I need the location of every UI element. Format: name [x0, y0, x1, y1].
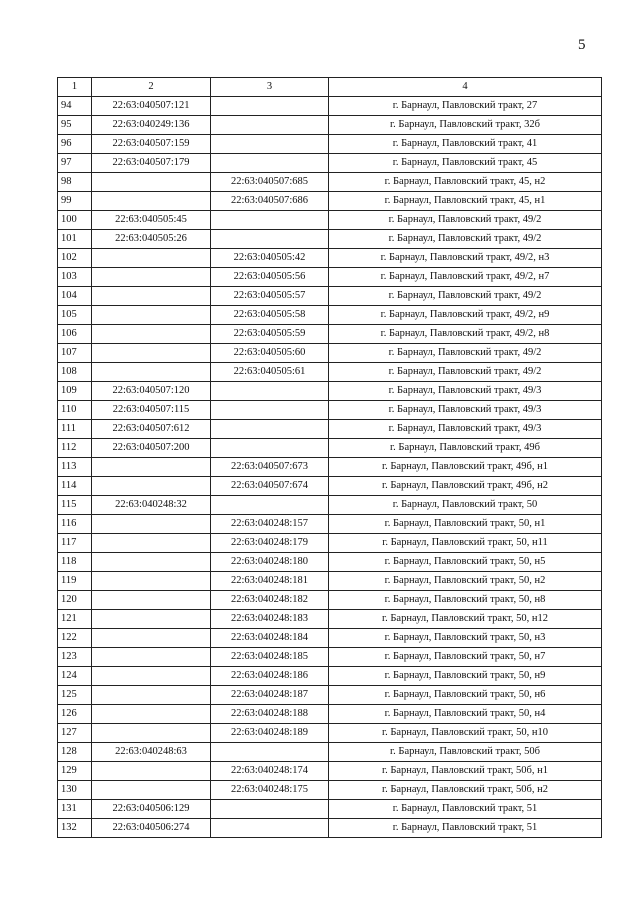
row-number-cell: 113 [58, 458, 92, 477]
address-cell: г. Барнаул, Павловский тракт, 50, н11 [329, 534, 602, 553]
address-cell: г. Барнаул, Павловский тракт, 49/3 [329, 382, 602, 401]
address-cell: г. Барнаул, Павловский тракт, 49б [329, 439, 602, 458]
table-row [58, 724, 602, 743]
building-cadastral-number-cell [211, 116, 329, 135]
building-cadastral-number-cell [211, 97, 329, 116]
table-row [58, 97, 602, 116]
building-cadastral-number-cell: 22:63:040248:189 [211, 724, 329, 743]
row-number-cell: 128 [58, 743, 92, 762]
header-cell-2: 2 [92, 78, 211, 97]
building-cadastral-number-cell: 22:63:040505:59 [211, 325, 329, 344]
row-number-cell: 104 [58, 287, 92, 306]
table-row [58, 230, 602, 249]
row-number-cell: 124 [58, 667, 92, 686]
cadastral-number-cell [92, 724, 211, 743]
cadastral-number-cell: 22:63:040248:63 [92, 743, 211, 762]
table-row [58, 781, 602, 800]
table-row [58, 344, 602, 363]
table-row [58, 420, 602, 439]
address-cell: г. Барнаул, Павловский тракт, 32б [329, 116, 602, 135]
address-cell: г. Барнаул, Павловский тракт, 27 [329, 97, 602, 116]
table-row [58, 287, 602, 306]
table-row [58, 705, 602, 724]
building-cadastral-number-cell: 22:63:040248:187 [211, 686, 329, 705]
table-row [58, 458, 602, 477]
cadastral-number-cell [92, 648, 211, 667]
cadastral-number-cell [92, 192, 211, 211]
row-number-cell: 97 [58, 154, 92, 173]
row-number-cell: 122 [58, 629, 92, 648]
building-cadastral-number-cell [211, 439, 329, 458]
row-number-cell: 125 [58, 686, 92, 705]
building-cadastral-number-cell: 22:63:040505:58 [211, 306, 329, 325]
building-cadastral-number-cell: 22:63:040505:57 [211, 287, 329, 306]
table-row [58, 268, 602, 287]
table-row [58, 553, 602, 572]
table-row [58, 192, 602, 211]
cadastral-number-cell [92, 249, 211, 268]
row-number-cell: 107 [58, 344, 92, 363]
building-cadastral-number-cell: 22:63:040507:685 [211, 173, 329, 192]
cadastral-number-cell [92, 705, 211, 724]
building-cadastral-number-cell [211, 420, 329, 439]
address-cell: г. Барнаул, Павловский тракт, 49б, н1 [329, 458, 602, 477]
cadastral-number-cell: 22:63:040249:136 [92, 116, 211, 135]
address-cell: г. Барнаул, Павловский тракт, 41 [329, 135, 602, 154]
cadastral-number-cell [92, 287, 211, 306]
building-cadastral-number-cell [211, 819, 329, 838]
cadastral-number-cell [92, 458, 211, 477]
building-cadastral-number-cell: 22:63:040248:185 [211, 648, 329, 667]
cadastral-number-cell [92, 781, 211, 800]
cadastral-number-cell: 22:63:040507:120 [92, 382, 211, 401]
address-cell: г. Барнаул, Павловский тракт, 45, н2 [329, 173, 602, 192]
table-row [58, 249, 602, 268]
table-row [58, 325, 602, 344]
table-row [58, 211, 602, 230]
cadastral-number-cell [92, 363, 211, 382]
building-cadastral-number-cell [211, 800, 329, 819]
address-cell: г. Барнаул, Павловский тракт, 50, н10 [329, 724, 602, 743]
building-cadastral-number-cell: 22:63:040248:183 [211, 610, 329, 629]
address-cell: г. Барнаул, Павловский тракт, 49/2, н7 [329, 268, 602, 287]
table-row [58, 439, 602, 458]
address-cell: г. Барнаул, Павловский тракт, 50, н5 [329, 553, 602, 572]
cadastral-number-cell: 22:63:040507:179 [92, 154, 211, 173]
cadastral-number-cell: 22:63:040507:115 [92, 401, 211, 420]
building-cadastral-number-cell: 22:63:040507:674 [211, 477, 329, 496]
table-row [58, 401, 602, 420]
building-cadastral-number-cell: 22:63:040505:61 [211, 363, 329, 382]
address-cell: г. Барнаул, Павловский тракт, 50, н12 [329, 610, 602, 629]
cadastral-number-cell [92, 629, 211, 648]
building-cadastral-number-cell: 22:63:040248:180 [211, 553, 329, 572]
row-number-cell: 111 [58, 420, 92, 439]
row-number-cell: 112 [58, 439, 92, 458]
cadastral-number-cell [92, 610, 211, 629]
cadastral-number-cell: 22:63:040507:612 [92, 420, 211, 439]
building-cadastral-number-cell: 22:63:040505:56 [211, 268, 329, 287]
address-cell: г. Барнаул, Павловский тракт, 49/2 [329, 363, 602, 382]
table-row [58, 686, 602, 705]
building-cadastral-number-cell: 22:63:040248:157 [211, 515, 329, 534]
building-cadastral-number-cell [211, 743, 329, 762]
address-cell: г. Барнаул, Павловский тракт, 50б [329, 743, 602, 762]
cadastral-number-cell [92, 173, 211, 192]
address-cell: г. Барнаул, Павловский тракт, 50, н4 [329, 705, 602, 724]
address-cell: г. Барнаул, Павловский тракт, 45 [329, 154, 602, 173]
cadastral-number-cell [92, 591, 211, 610]
cadastral-number-cell [92, 268, 211, 287]
table-row [58, 477, 602, 496]
address-cell: г. Барнаул, Павловский тракт, 49/2 [329, 230, 602, 249]
row-number-cell: 98 [58, 173, 92, 192]
table-row [58, 800, 602, 819]
building-cadastral-number-cell [211, 135, 329, 154]
building-cadastral-number-cell: 22:63:040248:174 [211, 762, 329, 781]
cadastral-number-cell [92, 344, 211, 363]
table-row [58, 173, 602, 192]
cadastral-number-cell: 22:63:040505:45 [92, 211, 211, 230]
row-number-cell: 99 [58, 192, 92, 211]
row-number-cell: 100 [58, 211, 92, 230]
table-row [58, 154, 602, 173]
row-number-cell: 95 [58, 116, 92, 135]
table-row [58, 363, 602, 382]
address-cell: г. Барнаул, Павловский тракт, 49/3 [329, 401, 602, 420]
building-cadastral-number-cell: 22:63:040248:184 [211, 629, 329, 648]
row-number-cell: 121 [58, 610, 92, 629]
cadastral-number-cell [92, 325, 211, 344]
page-number: 5 [578, 37, 586, 53]
table-row [58, 382, 602, 401]
building-cadastral-number-cell [211, 230, 329, 249]
cadastral-number-cell [92, 686, 211, 705]
row-number-cell: 119 [58, 572, 92, 591]
row-number-cell: 116 [58, 515, 92, 534]
address-cell: г. Барнаул, Павловский тракт, 50, н2 [329, 572, 602, 591]
table-row [58, 572, 602, 591]
building-cadastral-number-cell: 22:63:040505:60 [211, 344, 329, 363]
address-cell: г. Барнаул, Павловский тракт, 50б, н1 [329, 762, 602, 781]
header-cell-1: 1 [58, 78, 92, 97]
building-cadastral-number-cell: 22:63:040248:182 [211, 591, 329, 610]
address-cell: г. Барнаул, Павловский тракт, 50, н7 [329, 648, 602, 667]
table-row [58, 306, 602, 325]
table-row [58, 591, 602, 610]
building-cadastral-number-cell: 22:63:040248:186 [211, 667, 329, 686]
building-cadastral-number-cell [211, 382, 329, 401]
building-cadastral-number-cell: 22:63:040507:686 [211, 192, 329, 211]
table-row [58, 629, 602, 648]
cadastral-number-cell: 22:63:040506:274 [92, 819, 211, 838]
table-header-row [58, 78, 602, 97]
table-row [58, 496, 602, 515]
row-number-cell: 103 [58, 268, 92, 287]
table-row [58, 534, 602, 553]
table-row [58, 667, 602, 686]
building-cadastral-number-cell [211, 496, 329, 515]
row-number-cell: 114 [58, 477, 92, 496]
address-cell: г. Барнаул, Павловский тракт, 51 [329, 819, 602, 838]
row-number-cell: 117 [58, 534, 92, 553]
row-number-cell: 123 [58, 648, 92, 667]
address-cell: г. Барнаул, Павловский тракт, 50, н1 [329, 515, 602, 534]
cadastral-number-cell [92, 515, 211, 534]
address-cell: г. Барнаул, Павловский тракт, 50, н9 [329, 667, 602, 686]
row-number-cell: 106 [58, 325, 92, 344]
cadastral-number-cell: 22:63:040507:121 [92, 97, 211, 116]
building-cadastral-number-cell: 22:63:040248:188 [211, 705, 329, 724]
table-row [58, 648, 602, 667]
row-number-cell: 105 [58, 306, 92, 325]
address-cell: г. Барнаул, Павловский тракт, 49б, н2 [329, 477, 602, 496]
building-cadastral-number-cell: 22:63:040248:181 [211, 572, 329, 591]
row-number-cell: 108 [58, 363, 92, 382]
cadastral-number-cell [92, 667, 211, 686]
header-cell-4: 4 [329, 78, 602, 97]
header-cell-3: 3 [211, 78, 329, 97]
cadastral-number-cell: 22:63:040507:159 [92, 135, 211, 154]
row-number-cell: 96 [58, 135, 92, 154]
address-cell: г. Барнаул, Павловский тракт, 51 [329, 800, 602, 819]
row-number-cell: 109 [58, 382, 92, 401]
address-cell: г. Барнаул, Павловский тракт, 50, н3 [329, 629, 602, 648]
cadastral-number-cell [92, 534, 211, 553]
address-cell: г. Барнаул, Павловский тракт, 49/2, н8 [329, 325, 602, 344]
table-row [58, 610, 602, 629]
cadastral-number-cell [92, 572, 211, 591]
address-cell: г. Барнаул, Павловский тракт, 50, н8 [329, 591, 602, 610]
table-row [58, 116, 602, 135]
address-cell: г. Барнаул, Павловский тракт, 49/2 [329, 211, 602, 230]
table-row [58, 743, 602, 762]
cadastral-number-cell: 22:63:040248:32 [92, 496, 211, 515]
row-number-cell: 127 [58, 724, 92, 743]
table-row [58, 515, 602, 534]
address-cell: г. Барнаул, Павловский тракт, 49/2 [329, 344, 602, 363]
address-cell: г. Барнаул, Павловский тракт, 49/2 [329, 287, 602, 306]
table-row [58, 135, 602, 154]
address-cell: г. Барнаул, Павловский тракт, 50, н6 [329, 686, 602, 705]
row-number-cell: 130 [58, 781, 92, 800]
property-registry-table [57, 77, 602, 838]
building-cadastral-number-cell: 22:63:040248:179 [211, 534, 329, 553]
row-number-cell: 101 [58, 230, 92, 249]
building-cadastral-number-cell [211, 211, 329, 230]
address-cell: г. Барнаул, Павловский тракт, 50 [329, 496, 602, 515]
row-number-cell: 126 [58, 705, 92, 724]
address-cell: г. Барнаул, Павловский тракт, 50б, н2 [329, 781, 602, 800]
cadastral-number-cell [92, 477, 211, 496]
row-number-cell: 115 [58, 496, 92, 515]
cadastral-number-cell [92, 762, 211, 781]
row-number-cell: 102 [58, 249, 92, 268]
cadastral-number-cell: 22:63:040506:129 [92, 800, 211, 819]
address-cell: г. Барнаул, Павловский тракт, 49/2, н9 [329, 306, 602, 325]
row-number-cell: 131 [58, 800, 92, 819]
address-cell: г. Барнаул, Павловский тракт, 45, н1 [329, 192, 602, 211]
row-number-cell: 118 [58, 553, 92, 572]
row-number-cell: 129 [58, 762, 92, 781]
address-cell: г. Барнаул, Павловский тракт, 49/2, н3 [329, 249, 602, 268]
row-number-cell: 132 [58, 819, 92, 838]
cadastral-number-cell [92, 553, 211, 572]
cadastral-number-cell: 22:63:040507:200 [92, 439, 211, 458]
building-cadastral-number-cell [211, 401, 329, 420]
building-cadastral-number-cell: 22:63:040248:175 [211, 781, 329, 800]
cadastral-number-cell [92, 306, 211, 325]
building-cadastral-number-cell: 22:63:040505:42 [211, 249, 329, 268]
table-body [58, 78, 602, 838]
table-row [58, 819, 602, 838]
cadastral-number-cell: 22:63:040505:26 [92, 230, 211, 249]
address-cell: г. Барнаул, Павловский тракт, 49/3 [329, 420, 602, 439]
row-number-cell: 110 [58, 401, 92, 420]
table-row [58, 762, 602, 781]
row-number-cell: 120 [58, 591, 92, 610]
building-cadastral-number-cell [211, 154, 329, 173]
building-cadastral-number-cell: 22:63:040507:673 [211, 458, 329, 477]
row-number-cell: 94 [58, 97, 92, 116]
